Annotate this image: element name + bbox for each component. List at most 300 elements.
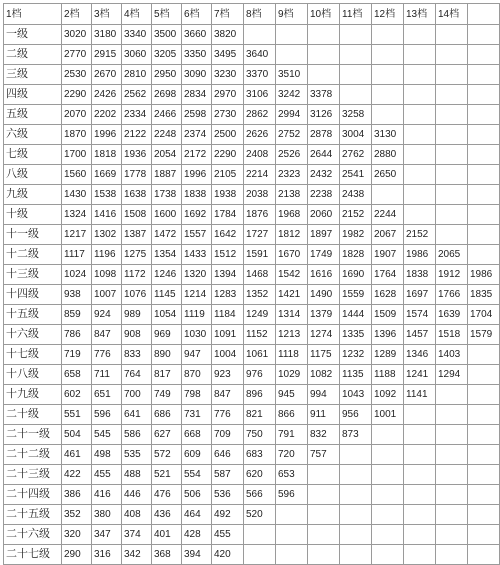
level-label: 十五级	[4, 305, 62, 325]
table-cell	[436, 405, 468, 425]
table-cell: 1283	[212, 285, 244, 305]
table-cell	[436, 65, 468, 85]
level-label: 十九级	[4, 385, 62, 405]
table-cell	[468, 45, 500, 65]
table-cell: 1579	[468, 325, 500, 345]
table-cell: 428	[182, 525, 212, 545]
table-cell: 520	[244, 505, 276, 525]
table-cell: 3242	[276, 85, 308, 105]
table-cell: 2526	[276, 145, 308, 165]
table-cell: 3820	[212, 25, 244, 45]
table-cell: 3130	[372, 125, 404, 145]
table-cell	[468, 465, 500, 485]
table-cell: 866	[276, 405, 308, 425]
table-cell: 394	[182, 545, 212, 565]
table-cell: 551	[62, 405, 92, 425]
table-cell	[468, 405, 500, 425]
table-cell: 786	[62, 325, 92, 345]
table-cell: 651	[92, 385, 122, 405]
table-cell: 1616	[308, 265, 340, 285]
table-cell: 1968	[276, 205, 308, 225]
table-cell	[468, 85, 500, 105]
table-cell	[468, 25, 500, 45]
table-cell: 1692	[182, 205, 212, 225]
table-cell	[340, 45, 372, 65]
column-header: 14档	[436, 4, 468, 25]
table-cell: 668	[182, 425, 212, 445]
table-row	[4, 425, 500, 445]
table-row	[4, 325, 500, 345]
table-cell: 1508	[122, 205, 152, 225]
table-cell: 1098	[92, 265, 122, 285]
table-cell: 1518	[436, 325, 468, 345]
table-cell: 1764	[372, 265, 404, 285]
level-label: 二十二级	[4, 445, 62, 465]
level-label: 九级	[4, 185, 62, 205]
table-cell	[276, 545, 308, 565]
table-cell	[436, 105, 468, 125]
table-cell: 368	[152, 545, 182, 565]
table-cell: 1145	[152, 285, 182, 305]
table-cell	[340, 85, 372, 105]
table-cell: 658	[62, 365, 92, 385]
table-cell: 1574	[404, 305, 436, 325]
table-cell: 2060	[308, 205, 340, 225]
table-cell: 847	[212, 385, 244, 405]
table-cell: 3205	[152, 45, 182, 65]
table-cell	[468, 345, 500, 365]
table-cell	[372, 525, 404, 545]
table-cell	[404, 465, 436, 485]
table-cell: 1091	[212, 325, 244, 345]
table-cell	[436, 385, 468, 405]
table-cell: 545	[92, 425, 122, 445]
table-cell: 2915	[92, 45, 122, 65]
table-cell: 1172	[122, 265, 152, 285]
level-label: 七级	[4, 145, 62, 165]
table-cell	[468, 165, 500, 185]
table-cell: 587	[212, 465, 244, 485]
table-cell: 2880	[372, 145, 404, 165]
table-cell: 1249	[244, 305, 276, 325]
table-cell: 2878	[308, 125, 340, 145]
table-cell	[404, 205, 436, 225]
table-cell	[404, 125, 436, 145]
table-cell: 3378	[308, 85, 340, 105]
table-cell	[404, 105, 436, 125]
table-cell: 709	[212, 425, 244, 445]
table-cell: 536	[212, 485, 244, 505]
table-cell: 3500	[152, 25, 182, 45]
table-cell: 461	[62, 445, 92, 465]
table-cell: 2994	[276, 105, 308, 125]
table-cell: 1838	[182, 185, 212, 205]
table-cell: 683	[244, 445, 276, 465]
level-label: 三级	[4, 65, 62, 85]
level-label: 二十七级	[4, 545, 62, 565]
table-cell	[372, 185, 404, 205]
table-cell: 1936	[122, 145, 152, 165]
table-cell: 554	[182, 465, 212, 485]
level-label: 十三级	[4, 265, 62, 285]
table-cell: 924	[92, 305, 122, 325]
table-cell: 686	[152, 405, 182, 425]
table-cell: 1119	[182, 305, 212, 325]
table-cell	[404, 445, 436, 465]
table-cell: 3370	[244, 65, 276, 85]
table-cell: 422	[62, 465, 92, 485]
table-cell: 1907	[372, 245, 404, 265]
table-cell	[436, 545, 468, 565]
table-cell: 3258	[340, 105, 372, 125]
level-label: 十级	[4, 205, 62, 225]
table-row	[4, 445, 500, 465]
table-cell	[340, 65, 372, 85]
table-row	[4, 225, 500, 245]
table-cell: 2810	[122, 65, 152, 85]
table-cell: 1030	[182, 325, 212, 345]
table-cell: 316	[92, 545, 122, 565]
table-cell: 1352	[244, 285, 276, 305]
table-cell: 1001	[372, 405, 404, 425]
table-cell: 2070	[62, 105, 92, 125]
column-header: 11档	[340, 4, 372, 25]
table-cell: 956	[340, 405, 372, 425]
table-cell: 1887	[152, 165, 182, 185]
table-cell: 2432	[308, 165, 340, 185]
table-cell: 2214	[244, 165, 276, 185]
table-cell	[468, 225, 500, 245]
table-row	[4, 125, 500, 145]
table-row	[4, 25, 500, 45]
table-cell: 596	[92, 405, 122, 425]
table-cell: 1141	[404, 385, 436, 405]
table-cell: 1835	[468, 285, 500, 305]
table-cell: 1184	[212, 305, 244, 325]
table-cell: 2541	[340, 165, 372, 185]
table-cell	[436, 225, 468, 245]
table-cell: 2834	[182, 85, 212, 105]
table-cell: 1274	[308, 325, 340, 345]
table-cell	[244, 525, 276, 545]
table-cell	[308, 545, 340, 565]
table-cell: 2152	[340, 205, 372, 225]
table-cell: 2244	[372, 205, 404, 225]
table-cell: 1457	[404, 325, 436, 345]
table-cell	[340, 465, 372, 485]
table-cell: 1812	[276, 225, 308, 245]
table-cell: 1379	[308, 305, 340, 325]
table-cell: 3230	[212, 65, 244, 85]
table-cell: 890	[152, 345, 182, 365]
table-row	[4, 145, 500, 165]
table-cell: 2238	[308, 185, 340, 205]
table-cell	[468, 185, 500, 205]
table-row	[4, 405, 500, 425]
table-cell: 1117	[62, 245, 92, 265]
table-cell	[308, 485, 340, 505]
table-cell: 380	[92, 505, 122, 525]
table-cell: 320	[62, 525, 92, 545]
level-label: 四级	[4, 85, 62, 105]
table-cell	[468, 505, 500, 525]
level-label: 十四级	[4, 285, 62, 305]
table-cell: 1354	[152, 245, 182, 265]
table-row	[4, 165, 500, 185]
table-cell: 1690	[340, 265, 372, 285]
table-cell: 2752	[276, 125, 308, 145]
table-cell	[372, 445, 404, 465]
table-cell: 1043	[340, 385, 372, 405]
table-cell: 2426	[92, 85, 122, 105]
table-cell: 1320	[182, 265, 212, 285]
table-cell: 908	[122, 325, 152, 345]
table-cell: 620	[244, 465, 276, 485]
level-label: 二十级	[4, 405, 62, 425]
table-cell: 386	[62, 485, 92, 505]
table-cell: 572	[152, 445, 182, 465]
table-row	[4, 105, 500, 125]
table-cell	[436, 85, 468, 105]
table-cell	[404, 545, 436, 565]
table-cell: 2054	[152, 145, 182, 165]
table-cell	[372, 505, 404, 525]
table-cell: 1029	[276, 365, 308, 385]
table-cell	[436, 125, 468, 145]
table-cell	[468, 545, 500, 565]
table-cell	[340, 445, 372, 465]
table-cell: 1591	[244, 245, 276, 265]
table-cell: 2530	[62, 65, 92, 85]
table-cell: 969	[152, 325, 182, 345]
table-cell	[468, 205, 500, 225]
table-cell: 2762	[340, 145, 372, 165]
table-cell: 2562	[122, 85, 152, 105]
table-cell: 1061	[244, 345, 276, 365]
table-cell: 3106	[244, 85, 276, 105]
table-cell: 2466	[152, 105, 182, 125]
table-cell: 1346	[404, 345, 436, 365]
table-cell	[404, 185, 436, 205]
table-cell	[468, 125, 500, 145]
table-cell: 1118	[276, 345, 308, 365]
level-label: 一级	[4, 25, 62, 45]
table-cell: 1560	[62, 165, 92, 185]
table-cell: 2698	[152, 85, 182, 105]
level-label: 二十四级	[4, 485, 62, 505]
table-cell: 731	[182, 405, 212, 425]
table-cell: 1912	[436, 265, 468, 285]
table-cell: 1818	[92, 145, 122, 165]
table-cell	[468, 485, 500, 505]
table-cell	[372, 85, 404, 105]
table-cell: 488	[122, 465, 152, 485]
column-header: 13档	[404, 4, 436, 25]
table-cell: 3660	[182, 25, 212, 45]
table-cell: 1314	[276, 305, 308, 325]
table-cell: 1996	[182, 165, 212, 185]
table-cell: 2770	[62, 45, 92, 65]
table-cell: 1302	[92, 225, 122, 245]
table-cell: 1421	[276, 285, 308, 305]
table-cell	[436, 445, 468, 465]
table-cell: 2334	[122, 105, 152, 125]
table-cell: 464	[182, 505, 212, 525]
table-cell: 1559	[340, 285, 372, 305]
table-cell	[372, 65, 404, 85]
table-cell: 1472	[152, 225, 182, 245]
table-cell: 3510	[276, 65, 308, 85]
table-cell: 1135	[340, 365, 372, 385]
table-cell: 535	[122, 445, 152, 465]
table-cell: 1697	[404, 285, 436, 305]
table-row	[4, 465, 500, 485]
table-cell	[404, 165, 436, 185]
table-cell	[468, 445, 500, 465]
header-row	[4, 4, 500, 25]
level-label: 十六级	[4, 325, 62, 345]
table-cell: 945	[276, 385, 308, 405]
table-cell: 832	[308, 425, 340, 445]
table-cell: 1642	[212, 225, 244, 245]
table-cell: 938	[62, 285, 92, 305]
table-cell: 821	[244, 405, 276, 425]
table-row	[4, 245, 500, 265]
table-cell: 290	[62, 545, 92, 565]
table-cell	[436, 485, 468, 505]
level-label: 五级	[4, 105, 62, 125]
table-cell: 498	[92, 445, 122, 465]
table-cell: 1444	[340, 305, 372, 325]
table-cell: 1241	[404, 365, 436, 385]
table-cell: 2105	[212, 165, 244, 185]
table-cell: 719	[62, 345, 92, 365]
table-cell: 1628	[372, 285, 404, 305]
table-cell: 1324	[62, 205, 92, 225]
table-cell: 401	[152, 525, 182, 545]
table-row	[4, 205, 500, 225]
table-cell	[436, 45, 468, 65]
table-cell: 2970	[212, 85, 244, 105]
table-cell: 1490	[308, 285, 340, 305]
table-cell: 2650	[372, 165, 404, 185]
table-cell: 1700	[62, 145, 92, 165]
table-cell: 711	[92, 365, 122, 385]
table-row	[4, 85, 500, 105]
table-cell: 2374	[182, 125, 212, 145]
table-cell	[468, 385, 500, 405]
level-label: 六级	[4, 125, 62, 145]
table-cell	[404, 505, 436, 525]
table-cell: 476	[152, 485, 182, 505]
table-cell: 506	[182, 485, 212, 505]
table-cell	[276, 45, 308, 65]
table-cell	[436, 25, 468, 45]
table-cell: 1512	[212, 245, 244, 265]
table-cell: 1784	[212, 205, 244, 225]
level-label: 二级	[4, 45, 62, 65]
table-cell: 1004	[212, 345, 244, 365]
table-cell	[244, 545, 276, 565]
table-cell	[372, 485, 404, 505]
table-cell: 1217	[62, 225, 92, 245]
table-cell: 2438	[340, 185, 372, 205]
table-cell	[404, 485, 436, 505]
table-cell: 833	[122, 345, 152, 365]
table-cell	[372, 545, 404, 565]
table-row	[4, 185, 500, 205]
table-row	[4, 545, 500, 565]
table-cell: 1152	[244, 325, 276, 345]
table-cell: 3060	[122, 45, 152, 65]
table-cell: 1670	[276, 245, 308, 265]
table-cell: 1828	[340, 245, 372, 265]
table-cell: 776	[212, 405, 244, 425]
table-row	[4, 285, 500, 305]
column-header: 4档	[122, 4, 152, 25]
table-cell: 1638	[122, 185, 152, 205]
table-cell: 1986	[468, 265, 500, 285]
table-cell: 653	[276, 465, 308, 485]
level-label: 二十六级	[4, 525, 62, 545]
table-cell: 2038	[244, 185, 276, 205]
column-header-empty	[468, 4, 500, 25]
table-cell: 2950	[152, 65, 182, 85]
table-cell	[340, 525, 372, 545]
table-cell	[340, 25, 372, 45]
table-row	[4, 65, 500, 85]
column-header: 2档	[62, 4, 92, 25]
table-cell: 2626	[244, 125, 276, 145]
table-cell	[436, 465, 468, 485]
table-cell: 896	[244, 385, 276, 405]
table-body	[4, 4, 500, 565]
table-cell	[276, 505, 308, 525]
table-cell: 1557	[182, 225, 212, 245]
table-cell: 1468	[244, 265, 276, 285]
table-cell: 641	[122, 405, 152, 425]
table-cell	[308, 45, 340, 65]
table-cell: 2598	[182, 105, 212, 125]
table-cell	[468, 105, 500, 125]
table-cell: 700	[122, 385, 152, 405]
table-cell: 1214	[182, 285, 212, 305]
table-cell	[308, 505, 340, 525]
salary-table	[3, 3, 500, 565]
table-cell: 1838	[404, 265, 436, 285]
table-cell: 1738	[152, 185, 182, 205]
table-cell: 627	[152, 425, 182, 445]
table-cell: 947	[182, 345, 212, 365]
table-cell: 586	[122, 425, 152, 445]
table-cell: 646	[212, 445, 244, 465]
table-cell: 3020	[62, 25, 92, 45]
table-cell	[372, 25, 404, 45]
table-cell	[404, 525, 436, 545]
table-cell: 1876	[244, 205, 276, 225]
table-cell: 2138	[276, 185, 308, 205]
level-label: 二十五级	[4, 505, 62, 525]
column-header: 1档	[4, 4, 62, 25]
table-cell: 1416	[92, 205, 122, 225]
column-header: 3档	[92, 4, 122, 25]
table-cell	[404, 425, 436, 445]
table-cell: 1600	[152, 205, 182, 225]
column-header: 6档	[182, 4, 212, 25]
table-cell: 436	[152, 505, 182, 525]
table-row	[4, 45, 500, 65]
table-cell: 446	[122, 485, 152, 505]
